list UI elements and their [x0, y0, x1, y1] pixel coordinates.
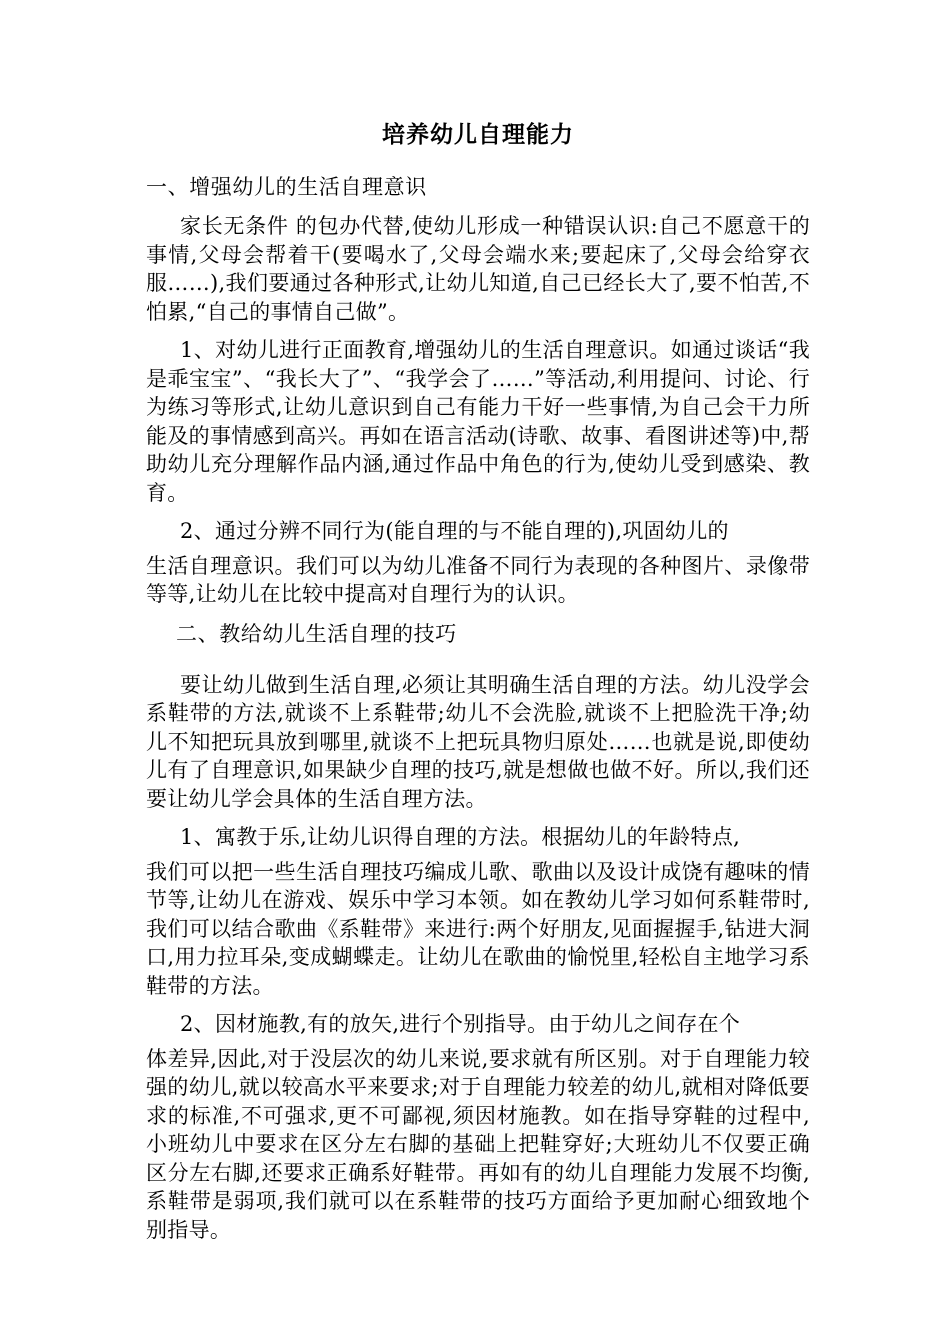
- section-1-item-2-first-line: 2、通过分辨不同行为(能自理的与不能自理的),巩固幼儿的: [180, 519, 729, 543]
- document-page: [146, 118, 810, 1254]
- section-2-item-2-first-line: 2、因材施教,有的放矢,进行个别指导。由于幼儿之间存在个: [180, 1012, 741, 1036]
- section-1-item-2-paragraph: [146, 517, 810, 609]
- section-1-intro-paragraph: 家长无条件 的包办代替,使幼儿形成一种错误认识:自己不愿意干的事情,父母会帮着干(要喝水了,父母会端水来;要起床了,父母会给穿衣服……),我们要通过各种形式,让幼儿知道,自己已经长大了,要不怕苦,不怕累,“自己的事情自己做”。: [146, 214, 810, 324]
- section-2-intro-paragraph: 要让幼儿做到生活自理,必须让其明确生活自理的方法。幼儿没学会系鞋带的方法,就谈不上系鞋带;幼儿不会洗脸,就谈不上把脸洗干净;幼儿不知把玩具放到哪里,就谈不上把玩具物归原处……也就是说,即使幼儿有了自理意识,如果缺少自理的技巧,就是想做也做不好。所以,我们还要让幼儿学会具体的生活自理方法。: [146, 672, 810, 811]
- section-2-item-1-first-line: 1、寓教于乐,让幼儿识得自理的方法。根据幼儿的年龄特点,: [180, 825, 741, 849]
- section-1-item-2-rest: 生活自理意识。我们可以为幼儿准备不同行为表现的各种图片、录像带等等,让幼儿在比较中提高对自理行为的认识。: [146, 553, 810, 606]
- section-2-item-1-paragraph: [146, 823, 810, 1000]
- document-title: 培养幼儿自理能力: [382, 122, 574, 148]
- section-2-item-2-rest: 体差异,因此,对于没层次的幼儿来说,要求就有所区别。对于自理能力较强的幼儿,就以较高水平来要求;对于自理能力较差的幼儿,就相对降低要求的标准,不可强求,更不可鄙视,须因材施教。如在指导穿鞋的过程中,小班幼儿中要求在区分左右脚的基础上把鞋穿好;大班幼儿不仅要正确区分左右脚,还要求正确系好鞋带。再如有的幼儿自理能力发展不均衡,系鞋带是弱项,我们就可以在系鞋带的技巧方面给予更加耐心细致地个别指导。: [146, 1046, 810, 1242]
- section-1-heading: 一、增强幼儿的生活自理意识: [146, 175, 427, 199]
- section-2-item-1-rest: 我们可以把一些生活自理技巧编成儿歌、歌曲以及设计成饶有趣味的情节等,让幼儿在游戏、娱乐中学习本领。如在教幼儿学习如何系鞋带时,我们可以结合歌曲《系鞋带》来进行:两个好朋友,见面握握手,钻进大洞口,用力拉耳朵,变成蝴蝶走。让幼儿在歌曲的愉悦里,轻松自主地学习系鞋带的方法。: [146, 859, 810, 998]
- section-2-item-2-paragraph: [146, 1010, 810, 1244]
- section-1-item-1-paragraph: 1、对幼儿进行正面教育,增强幼儿的生活自理意识。如通过谈话“我是乖宝宝”、“我长大了”、“我学会了……”等活动,利用提问、讨论、行为练习等形式,让幼儿意识到自己有能力干好一些事情,为自己会干力所能及的事情感到高兴。再如在语言活动(诗歌、故事、看图讲述等)中,帮助幼儿充分理解作品内涵,通过作品中角色的行为,使幼儿受到感染、教育。: [146, 338, 810, 505]
- section-2-heading: 二、教给幼儿生活自理的技巧: [176, 621, 457, 646]
